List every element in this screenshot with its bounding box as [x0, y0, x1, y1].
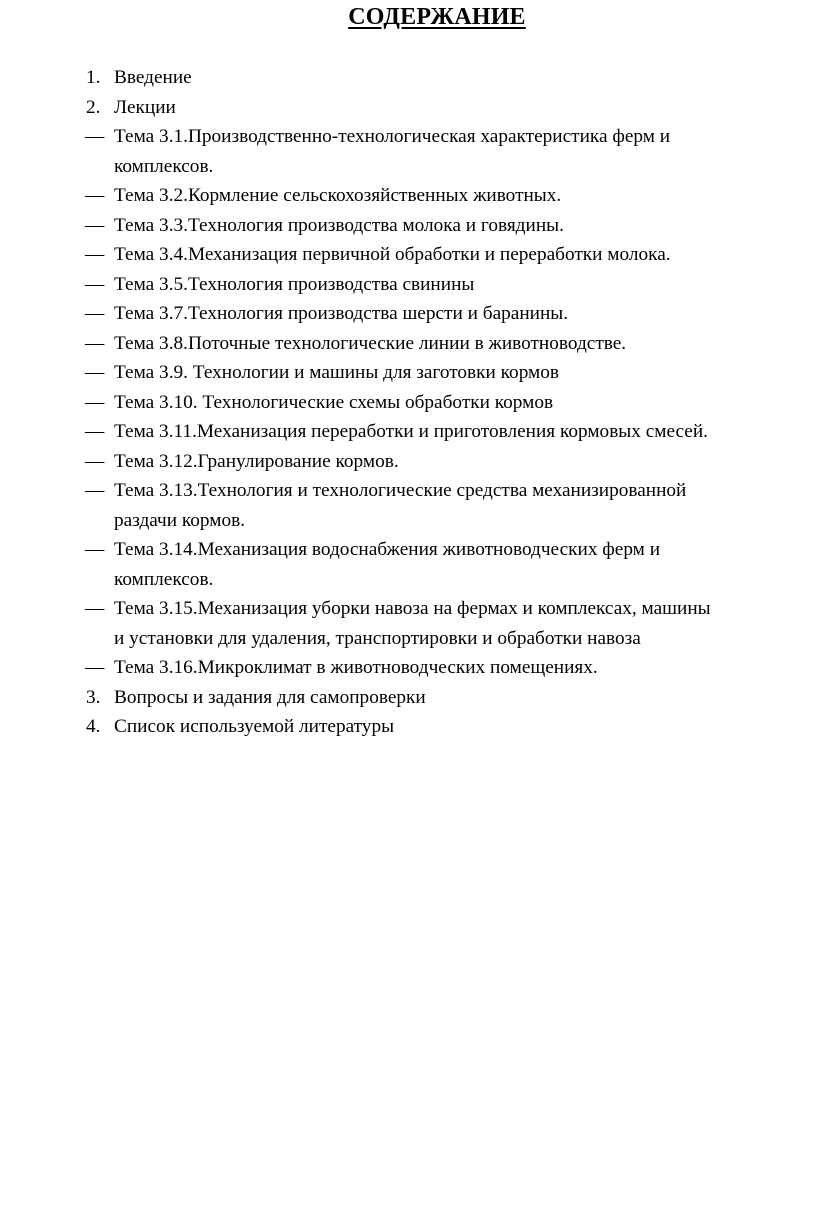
toc-entry-text: Лекции: [114, 96, 176, 118]
toc-entry-text: раздачи кормов.: [114, 509, 246, 531]
toc-entry-marker: —: [85, 273, 105, 295]
toc-entry-text: Список используемой литературы: [114, 716, 395, 737]
toc-entry: [84, 388, 816, 418]
toc-entry: [84, 63, 816, 93]
toc-entry-marker: —: [85, 126, 105, 147]
toc-entry: [84, 447, 816, 477]
toc-entry-text: комплексов.: [114, 568, 214, 590]
toc-entry-marker: —: [85, 244, 105, 265]
toc-entry-marker: —: [85, 480, 105, 501]
toc-entry-marker: 4.: [86, 716, 101, 737]
toc-entry-marker: —: [85, 391, 105, 413]
toc-entry: [84, 93, 816, 123]
toc-entry: [84, 417, 816, 447]
toc-entry-text: Тема 3.16.Микроклимат в животноводческих помещениях.: [114, 657, 598, 678]
toc-entry: [84, 653, 816, 683]
toc-entry: [84, 535, 816, 594]
toc-entry-text: комплексов.: [114, 155, 214, 177]
toc-entry-text: Введение: [114, 67, 192, 88]
toc-entry-marker: —: [85, 185, 105, 206]
toc-entry-marker: —: [85, 657, 105, 678]
toc-entry-marker: 2.: [86, 96, 101, 118]
toc-entry-marker: —: [85, 450, 105, 472]
toc-entry: [84, 181, 816, 211]
toc-entry: [84, 476, 816, 535]
toc-entry-text: Тема 3.9. Технологии и машины для заготовки кормов: [114, 362, 559, 383]
toc-entry-marker: —: [85, 303, 105, 324]
toc-entry-text: Тема 3.8.Поточные технологические линии в животноводстве.: [114, 332, 627, 354]
toc-entry: [84, 712, 816, 742]
toc-entry: [84, 240, 816, 270]
toc-entry-text: Тема 3.14.Механизация водоснабжения животноводческих ферм и: [114, 539, 661, 560]
toc-entry-text: и установки для удаления, транспортировки и обработки навоза: [114, 627, 641, 649]
toc-entry-marker: 3.: [86, 686, 101, 708]
toc-entry: [84, 329, 816, 359]
toc-entry-text: Тема 3.11.Механизация переработки и приготовления кормовых смесей.: [114, 421, 708, 442]
toc-entry-marker: —: [85, 332, 105, 354]
toc-entry: [84, 358, 816, 388]
toc-entry-marker: —: [85, 214, 105, 236]
toc-entry-marker: 1.: [86, 67, 101, 88]
toc-entry-text: Тема 3.13.Технология и технологические средства механизированной: [114, 480, 687, 501]
toc-entry: [84, 683, 816, 713]
toc-entry-text: Тема 3.10. Технологические схемы обработки кормов: [114, 391, 554, 413]
toc-entry-marker: —: [85, 421, 105, 442]
toc-entry-text: Тема 3.12.Гранулирование кормов.: [114, 450, 399, 472]
toc-entry-text: Тема 3.5.Технология производства свинины: [114, 273, 475, 295]
toc-entry-text: Тема 3.3.Технология производства молока и говядины.: [114, 214, 564, 236]
toc-entry: [84, 594, 816, 653]
page-title: СОДЕРЖАНИЕ: [348, 4, 526, 30]
toc-entry-marker: —: [85, 539, 105, 560]
toc-entry-text: Тема 3.2.Кормление сельскохозяйственных животных.: [114, 185, 562, 206]
toc-entry-text: Тема 3.4.Механизация первичной обработки и переработки молока.: [114, 244, 671, 265]
toc-entry-text: Тема 3.15.Механизация уборки навоза на фермах и комплексах, машины: [114, 598, 711, 619]
toc-entry-marker: —: [85, 362, 105, 383]
toc-entry: [84, 299, 816, 329]
table-of-contents: [84, 63, 816, 742]
toc-entry: [84, 270, 816, 300]
toc-entry-text: Вопросы и задания для самопроверки: [114, 686, 426, 708]
toc-entry: [84, 211, 816, 241]
toc-entry-text: Тема 3.7.Технология производства шерсти и баранины.: [114, 303, 569, 324]
toc-entry: [84, 122, 816, 181]
toc-entry-text: Тема 3.1.Производственно-технологическая характеристика ферм и: [114, 126, 671, 147]
toc-entry-marker: —: [85, 598, 105, 619]
